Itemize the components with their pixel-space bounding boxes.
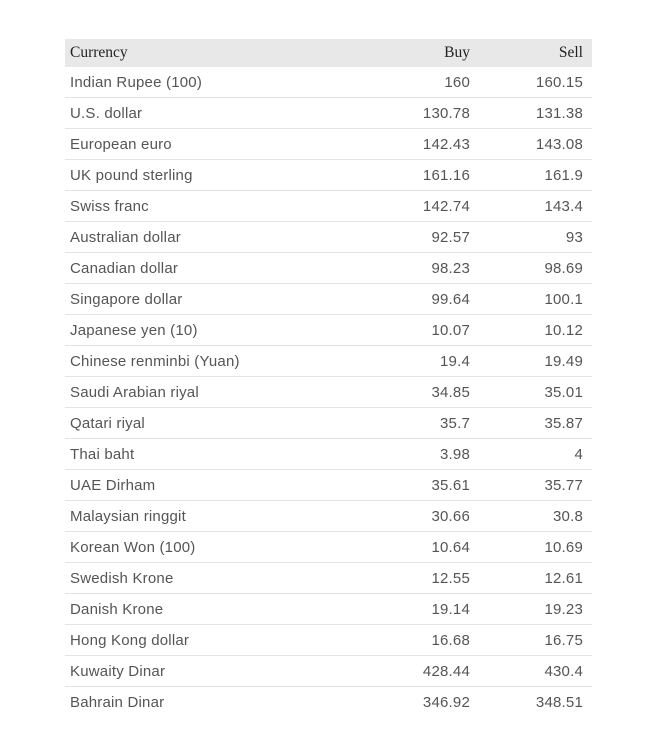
- sell-cell: 4: [574, 445, 583, 463]
- currency-cell: European euro: [70, 135, 172, 153]
- buy-cell: 98.23: [431, 259, 470, 277]
- currency-cell: Kuwaity Dinar: [70, 662, 166, 680]
- buy-cell: 35.61: [431, 476, 470, 494]
- buy-cell: 428.44: [422, 662, 470, 680]
- sell-cell: 35.77: [544, 476, 583, 494]
- buy-cell: 130.78: [422, 104, 470, 122]
- currency-cell: Swedish Krone: [70, 569, 174, 587]
- currency-cell: Korean Won (100): [70, 538, 196, 556]
- sell-cell: 35.01: [544, 383, 583, 401]
- buy-cell: 160: [444, 73, 470, 91]
- sell-cell: 30.8: [553, 507, 583, 525]
- sell-cell: 35.87: [544, 414, 583, 432]
- currency-cell: Indian Rupee (100): [70, 73, 203, 91]
- sell-cell: 100.1: [544, 290, 583, 308]
- rates-table: [65, 39, 592, 717]
- table-row: [65, 687, 592, 718]
- currency-rates-table: [65, 39, 592, 717]
- table-header: [65, 39, 592, 67]
- table-row: [65, 501, 592, 532]
- buy-cell: 19.4: [440, 352, 470, 370]
- buy-cell: 3.98: [440, 445, 470, 463]
- sell-cell: 160.15: [535, 73, 583, 91]
- sell-cell: 19.49: [544, 352, 583, 370]
- table-row: [65, 160, 592, 191]
- header-row: [65, 39, 592, 67]
- table-body: [65, 67, 592, 717]
- table-row: [65, 98, 592, 129]
- currency-cell: Malaysian ringgit: [70, 507, 186, 525]
- buy-cell: 142.43: [422, 135, 470, 153]
- table-row: [65, 129, 592, 160]
- sell-cell: 10.69: [544, 538, 583, 556]
- buy-cell: 12.55: [431, 569, 470, 587]
- buy-cell: 161.16: [422, 166, 470, 184]
- sell-cell: 10.12: [544, 321, 583, 339]
- sell-cell: 12.61: [544, 569, 583, 587]
- sell-cell: 93: [565, 228, 583, 246]
- currency-cell: Saudi Arabian riyal: [70, 383, 199, 401]
- currency-cell: U.S. dollar: [70, 104, 143, 122]
- table-row: [65, 408, 592, 439]
- sell-cell: 19.23: [544, 600, 583, 618]
- currency-cell: Singapore dollar: [70, 290, 183, 308]
- currency-cell: Hong Kong dollar: [70, 631, 190, 649]
- table-row: [65, 656, 592, 687]
- currency-cell: UK pound sterling: [70, 166, 193, 184]
- column-header-buy: Buy: [352, 39, 470, 67]
- table-row: [65, 594, 592, 625]
- sell-cell: 348.51: [535, 693, 583, 711]
- buy-cell: 10.64: [431, 538, 470, 556]
- column-header-sell: Sell: [470, 39, 592, 67]
- sell-cell: 161.9: [544, 166, 583, 184]
- buy-cell: 346.92: [422, 693, 470, 711]
- currency-cell: Bahrain Dinar: [70, 693, 165, 711]
- column-header-currency: Currency: [65, 39, 352, 67]
- table-row: [65, 67, 592, 98]
- sell-cell: 98.69: [544, 259, 583, 277]
- currency-cell: Australian dollar: [70, 228, 181, 246]
- table-row: [65, 470, 592, 501]
- buy-cell: 10.07: [431, 321, 470, 339]
- table-row: [65, 377, 592, 408]
- table-row: [65, 315, 592, 346]
- currency-cell: Swiss franc: [70, 197, 149, 215]
- sell-cell: 131.38: [535, 104, 583, 122]
- currency-cell: Danish Krone: [70, 600, 164, 618]
- table-row: [65, 532, 592, 563]
- table-row: [65, 253, 592, 284]
- table-row: [65, 439, 592, 470]
- buy-cell: 35.7: [440, 414, 470, 432]
- table-row: [65, 625, 592, 656]
- currency-cell: Thai baht: [70, 445, 135, 463]
- currency-cell: UAE Dirham: [70, 476, 156, 494]
- sell-cell: 143.4: [544, 197, 583, 215]
- table-row: [65, 284, 592, 315]
- table-row: [65, 346, 592, 377]
- currency-cell: Chinese renminbi (Yuan): [70, 352, 240, 370]
- currency-cell: Canadian dollar: [70, 259, 179, 277]
- buy-cell: 34.85: [431, 383, 470, 401]
- sell-cell: 16.75: [544, 631, 583, 649]
- buy-cell: 92.57: [431, 228, 470, 246]
- table-row: [65, 563, 592, 594]
- buy-cell: 16.68: [431, 631, 470, 649]
- table-row: [65, 222, 592, 253]
- currency-cell: Japanese yen (10): [70, 321, 198, 339]
- buy-cell: 99.64: [431, 290, 470, 308]
- currency-cell: Qatari riyal: [70, 414, 145, 432]
- sell-cell: 430.4: [544, 662, 583, 680]
- sell-cell: 143.08: [535, 135, 583, 153]
- buy-cell: 19.14: [431, 600, 470, 618]
- table-row: [65, 191, 592, 222]
- buy-cell: 142.74: [422, 197, 470, 215]
- buy-cell: 30.66: [431, 507, 470, 525]
